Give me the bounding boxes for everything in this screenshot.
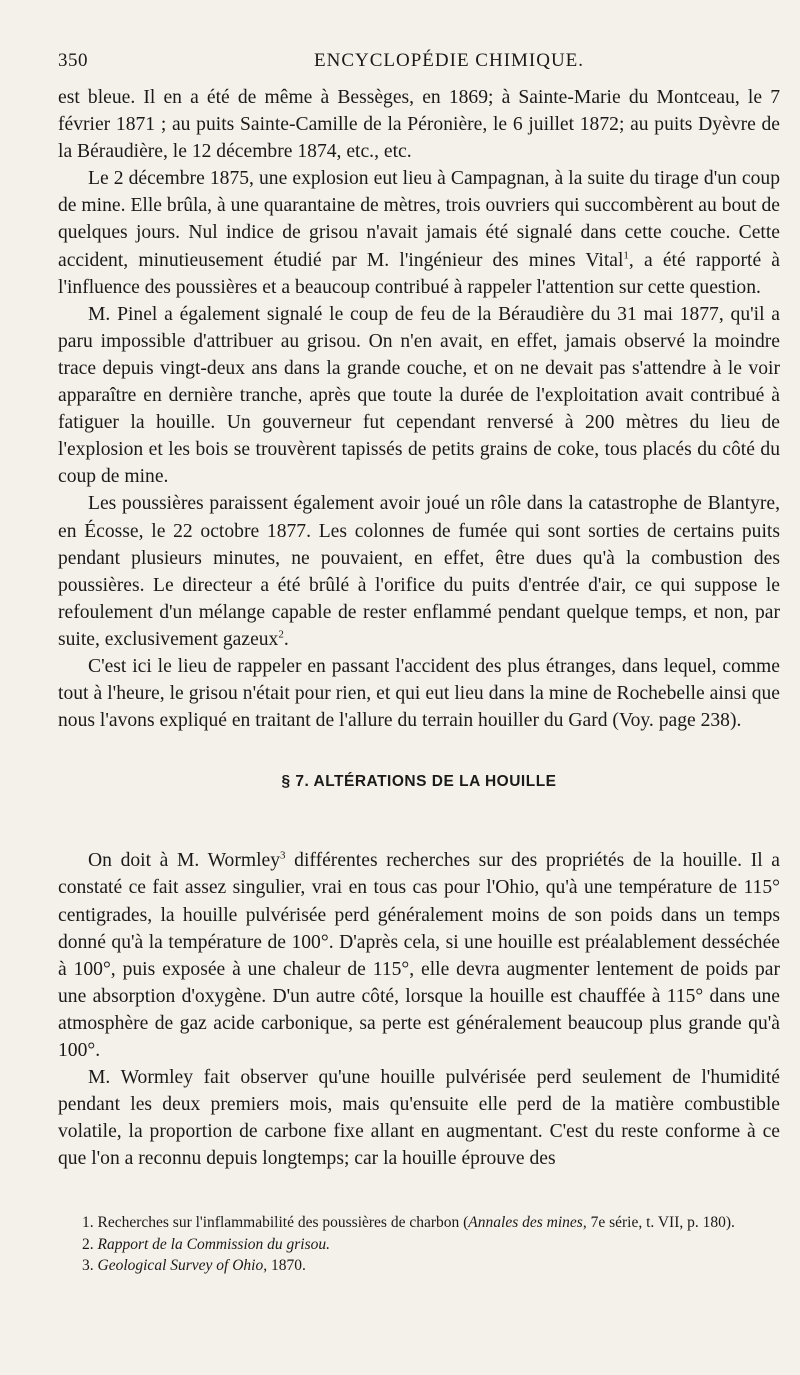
paragraph: M. Pinel a également signalé le coup de feu de la Béraudière du 31 mai 1877, qu'il a paru impossible d'attribuer au grisou. On n'en avait, en effet, jamais observé la moindre trace depuis vingt-deux ans dans la grande couche, et on ne devait pas s'attendre à le voir apparaître en dernière tranche, après que toute la durée de l'exploitation avait contribué à fatiguer la houille. Un gouverneur fut cependant renversé à 200 mètres du lieu de l'explosion et les bois se trouvèrent tapissés de petits grains de coke, tous placés du côté du coup de mine. [58, 303, 780, 488]
paragraph-text: , a été rapporté à l'influence des poussières et a beaucoup contribué à rappeler l'attention sur cette question. [58, 249, 780, 298]
paragraph-text: On doit à M. Wormley [88, 850, 281, 872]
running-title: ENCYCLOPÉDIE CHIMIQUE. [314, 50, 585, 71]
paragraph: C'est ici le lieu de rappeler en passant l'accident des plus étranges, dans lequel, comme tout à l'heure, le grisou n'était pour rien, et qui eut lieu dans la mine de Rochebelle ainsi que nous l'avons expliqué en traitant de l'allure du terrain houiller du Gard (Voy. page 238). [58, 655, 780, 732]
page-header [58, 46, 760, 76]
footnote-italic: Annales des mines [468, 1214, 583, 1231]
main-text [58, 84, 780, 1172]
footnotes [58, 1212, 780, 1277]
paragraph-text: Le 2 décembre 1875, une explosion eut lieu à Campagnan, à la suite du tirage d'un coup de mine. Elle brûla, à une quarantaine de mètres, trois ouvriers qui succombèrent au bout de quelques jours. Nul indice de grisou n'avait jamais été signalé dans cette couche. Cette accident, minutieusement étudié par M. l'ingénieur des mines Vital [58, 168, 780, 271]
footnote-text: Recherches sur l'inflammabilité des poussières de charbon ( [97, 1214, 469, 1231]
footnote [58, 1212, 780, 1234]
footnote-number: 2. [82, 1235, 94, 1253]
footnote [58, 1255, 780, 1277]
footnote-italic: Geological Survey of Ohio [97, 1257, 264, 1274]
paragraph [58, 490, 780, 653]
footnote-number: 1. [82, 1214, 94, 1231]
footnote-ref: 2 [278, 628, 284, 641]
paragraph-text: différentes recherches sur des propriétés de la houille. Il a constaté ce fait assez singulier, vrai en tous cas pour l'Ohio, qu'à une température de 115° centigrades, la houille pulvérisée perd généralement moins de son poids dans un temps donné qu'à la température de 100°. D'après cela, si une houille est préalablement desséchée à 100°, puis exposée à une chaleur de 115°, elle devra augmenter lentement de poids par une absorption d'oxygène. D'un autre côté, lorsque la houille est chauffée à 115° dans une atmosphère de gaz acide carbonique, sa perte est généralement beaucoup plus grande qu'à 100°. [58, 850, 781, 1061]
footnote-number: 3. [82, 1257, 94, 1274]
paragraph: est bleue. Il en a été de même à Bessèges, en 1869; à Sainte-Marie du Montceau, le 7 février 1871 ; au puits Sainte-Camille de la Péronière, le 6 juillet 1872; au puits Dyèvre de la Béraudière, le 12 décembre 1874, etc., etc. [58, 87, 780, 163]
paragraph-text: . [283, 628, 289, 650]
section-heading: § 7. ALTÉRATIONS DE LA HOUILLE [281, 773, 557, 791]
paragraph [58, 165, 780, 300]
paragraph: M. Wormley fait observer qu'une houille pulvérisée perd seulement de l'humidité pendant les deux premiers mois, mais qu'ensuite elle perd de la matière combustible volatile, la proportion de carbone fixe allant en augmentant. C'est du reste conforme à ce que l'on a reconnu depuis longtemps; car la houille éprouve des [58, 1067, 780, 1170]
footnote-ref: 3 [280, 849, 286, 862]
paragraph [58, 847, 780, 1064]
footnote-text: , 1870. [263, 1257, 306, 1274]
footnote-text: , 7e série, t. VII, p. 180). [582, 1214, 735, 1231]
footnote [58, 1234, 780, 1256]
paragraph-text: Les poussières paraissent également avoir joué un rôle dans la catastrophe de Blantyre, en Écosse, le 22 octobre 1877. Les colonnes de fumée qui sont sorties de certains puits pendant plusieurs minutes, ne pouvaient, en effet, être dues qu'à la combustion des poussières. Le directeur a été brûlé à l'orifice du puits d'entrée d'air, ce qui suppose le refoulement d'un mélange capable de rester enflammé pendant quelque temps, et non, par suite, exclusivement gazeux [58, 493, 780, 650]
page-number: 350 [58, 50, 88, 71]
footnote-italic: Rapport de la Commission du grisou. [97, 1235, 331, 1253]
footnote-ref: 1 [623, 249, 629, 262]
